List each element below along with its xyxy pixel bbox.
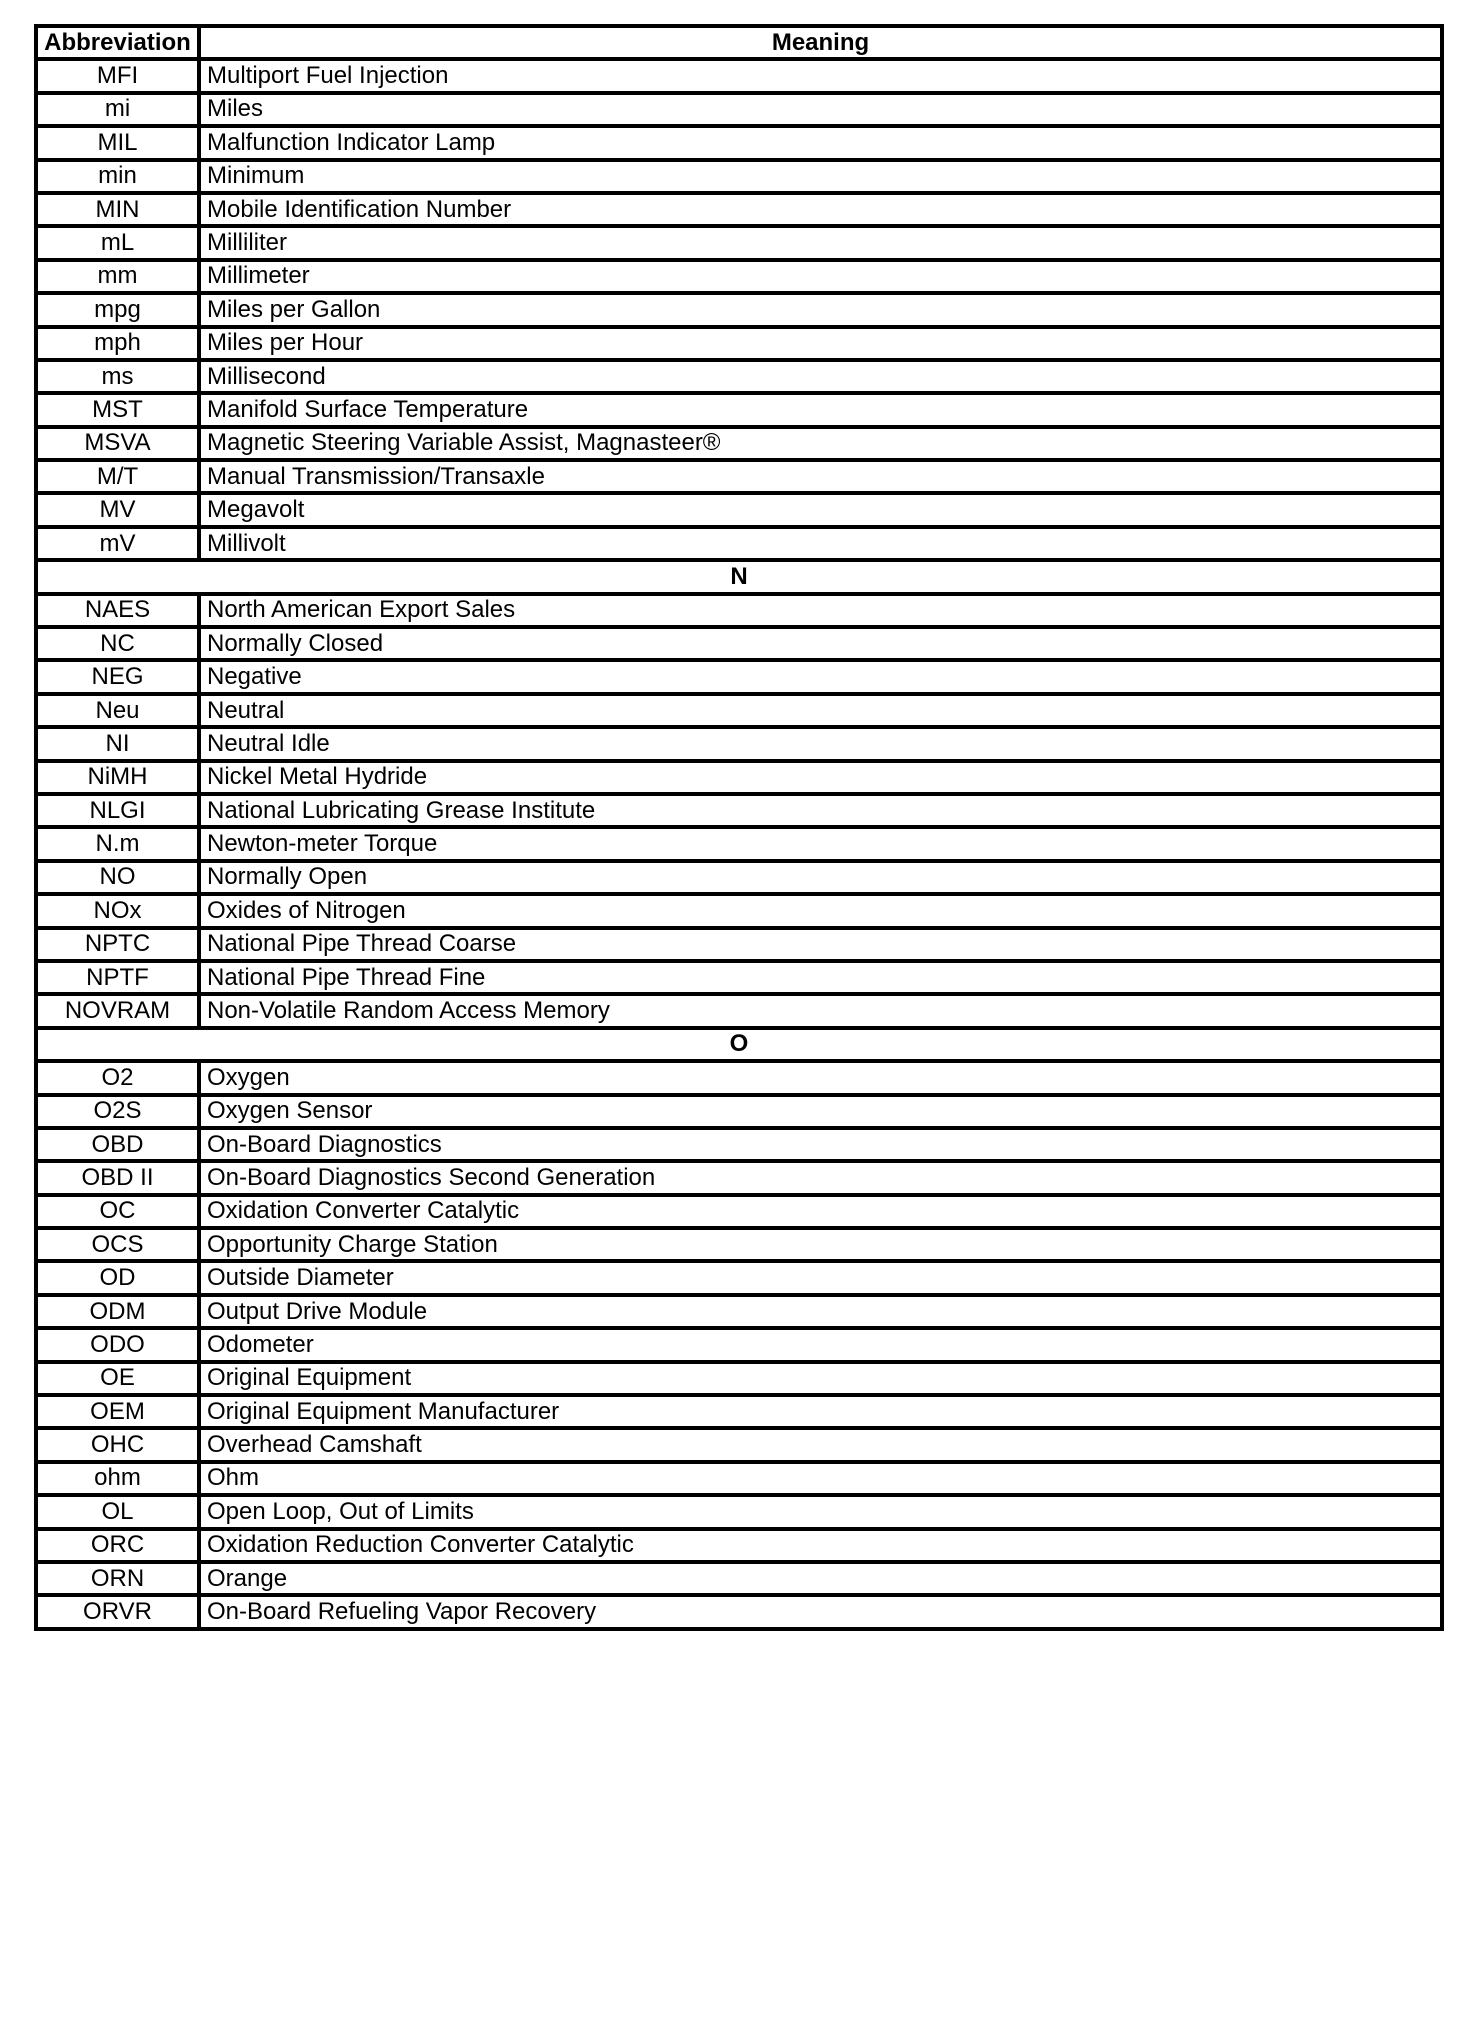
meaning-cell: Oxygen Sensor: [199, 1095, 1442, 1128]
meaning-cell: Magnetic Steering Variable Assist, Magnasteer®: [199, 427, 1442, 460]
table-row: [36, 1061, 1442, 1094]
abbreviation-cell: NPTC: [36, 928, 199, 961]
table-row: [36, 794, 1442, 827]
abbreviation-cell: NLGI: [36, 794, 199, 827]
table-row: [36, 660, 1442, 693]
abbreviation-cell: OCS: [36, 1228, 199, 1261]
abbreviation-cell: mpg: [36, 293, 199, 326]
table-row: [36, 1362, 1442, 1395]
table-row: [36, 327, 1442, 360]
abbreviation-cell: OBD II: [36, 1161, 199, 1194]
abbreviation-header: Abbreviation: [36, 26, 199, 59]
meaning-cell: On-Board Diagnostics Second Generation: [199, 1161, 1442, 1194]
table-row: [36, 527, 1442, 560]
table-row: [36, 427, 1442, 460]
meaning-cell: Oxides of Nitrogen: [199, 894, 1442, 927]
meaning-header: Meaning: [199, 26, 1442, 59]
abbreviation-cell: ODM: [36, 1295, 199, 1328]
meaning-cell: Original Equipment Manufacturer: [199, 1395, 1442, 1428]
meaning-cell: Open Loop, Out of Limits: [199, 1495, 1442, 1528]
meaning-cell: Miles per Gallon: [199, 293, 1442, 326]
table-row: [36, 1495, 1442, 1528]
table-row: [36, 293, 1442, 326]
abbreviation-cell: OHC: [36, 1428, 199, 1461]
abbreviation-cell: mV: [36, 527, 199, 560]
abbreviation-cell: ORVR: [36, 1595, 199, 1628]
table-row: [36, 93, 1442, 126]
table-row: [36, 761, 1442, 794]
abbreviation-cell: OBD: [36, 1128, 199, 1161]
abbreviation-table: [34, 24, 1444, 1631]
meaning-cell: Overhead Camshaft: [199, 1428, 1442, 1461]
abbreviation-cell: ohm: [36, 1462, 199, 1495]
abbreviation-cell: mm: [36, 260, 199, 293]
table-row: [36, 861, 1442, 894]
abbreviation-cell: mph: [36, 327, 199, 360]
meaning-cell: Orange: [199, 1562, 1442, 1595]
table-row: [36, 1428, 1442, 1461]
abbreviation-cell: min: [36, 160, 199, 193]
table-row: [36, 393, 1442, 426]
meaning-cell: Malfunction Indicator Lamp: [199, 126, 1442, 159]
meaning-cell: Multiport Fuel Injection: [199, 59, 1442, 92]
meaning-cell: Non-Volatile Random Access Memory: [199, 994, 1442, 1027]
table-row: [36, 1562, 1442, 1595]
meaning-cell: Original Equipment: [199, 1362, 1442, 1395]
abbreviation-cell: NOVRAM: [36, 994, 199, 1027]
table-row: [36, 226, 1442, 259]
table-row: [36, 594, 1442, 627]
abbreviation-cell: M/T: [36, 460, 199, 493]
meaning-cell: Milliliter: [199, 226, 1442, 259]
header-row: [36, 26, 1442, 59]
abbreviation-cell: MSVA: [36, 427, 199, 460]
table-row: [36, 928, 1442, 961]
meaning-cell: Oxygen: [199, 1061, 1442, 1094]
abbreviation-cell: OE: [36, 1362, 199, 1395]
abbreviation-cell: OD: [36, 1261, 199, 1294]
table-row: [36, 1195, 1442, 1228]
section-letter: N: [36, 560, 1442, 593]
abbreviation-cell: mi: [36, 93, 199, 126]
table-row: [36, 694, 1442, 727]
table-row: [36, 160, 1442, 193]
meaning-cell: Nickel Metal Hydride: [199, 761, 1442, 794]
meaning-cell: Newton-meter Torque: [199, 827, 1442, 860]
meaning-cell: Outside Diameter: [199, 1261, 1442, 1294]
abbreviation-cell: OL: [36, 1495, 199, 1528]
abbreviation-cell: ORC: [36, 1529, 199, 1562]
meaning-cell: Neutral: [199, 694, 1442, 727]
meaning-cell: Minimum: [199, 160, 1442, 193]
table-row: [36, 827, 1442, 860]
meaning-cell: Ohm: [199, 1462, 1442, 1495]
table-row: [36, 894, 1442, 927]
table-row: [36, 1395, 1442, 1428]
abbreviation-cell: ORN: [36, 1562, 199, 1595]
table-row: [36, 1328, 1442, 1361]
abbreviation-cell: NAES: [36, 594, 199, 627]
abbreviation-cell: OC: [36, 1195, 199, 1228]
table-row: [36, 1595, 1442, 1628]
table-row: [36, 1095, 1442, 1128]
meaning-cell: Millimeter: [199, 260, 1442, 293]
meaning-cell: Normally Open: [199, 861, 1442, 894]
abbreviation-cell: MIN: [36, 193, 199, 226]
meaning-cell: Millisecond: [199, 360, 1442, 393]
table-row: [36, 727, 1442, 760]
table-row: [36, 1228, 1442, 1261]
table-body: [36, 59, 1442, 1628]
table-row: [36, 360, 1442, 393]
meaning-cell: Millivolt: [199, 527, 1442, 560]
table-row: [36, 493, 1442, 526]
abbreviation-cell: NiMH: [36, 761, 199, 794]
meaning-cell: Output Drive Module: [199, 1295, 1442, 1328]
meaning-cell: On-Board Diagnostics: [199, 1128, 1442, 1161]
abbreviation-cell: O2: [36, 1061, 199, 1094]
abbreviation-cell: ODO: [36, 1328, 199, 1361]
table-row: [36, 126, 1442, 159]
meaning-cell: Neutral Idle: [199, 727, 1442, 760]
meaning-cell: National Pipe Thread Fine: [199, 961, 1442, 994]
abbreviation-cell: O2S: [36, 1095, 199, 1128]
meaning-cell: Miles: [199, 93, 1442, 126]
meaning-cell: Miles per Hour: [199, 327, 1442, 360]
table-row: [36, 1261, 1442, 1294]
section-row: [36, 560, 1442, 593]
table-row: [36, 260, 1442, 293]
table-row: [36, 1128, 1442, 1161]
abbreviation-cell: NPTF: [36, 961, 199, 994]
abbreviation-cell: NOx: [36, 894, 199, 927]
abbreviation-cell: NI: [36, 727, 199, 760]
abbreviation-cell: NEG: [36, 660, 199, 693]
abbreviation-cell: ms: [36, 360, 199, 393]
abbreviation-cell: NC: [36, 627, 199, 660]
meaning-cell: National Pipe Thread Coarse: [199, 928, 1442, 961]
meaning-cell: North American Export Sales: [199, 594, 1442, 627]
abbreviation-cell: MST: [36, 393, 199, 426]
table-row: [36, 1295, 1442, 1328]
meaning-cell: Odometer: [199, 1328, 1442, 1361]
abbreviation-cell: mL: [36, 226, 199, 259]
section-letter: O: [36, 1028, 1442, 1061]
abbreviation-cell: Neu: [36, 694, 199, 727]
abbreviation-cell: MIL: [36, 126, 199, 159]
table-row: [36, 1161, 1442, 1194]
abbreviation-cell: NO: [36, 861, 199, 894]
table-row: [36, 460, 1442, 493]
table-row: [36, 193, 1442, 226]
meaning-cell: Oxidation Converter Catalytic: [199, 1195, 1442, 1228]
table-row: [36, 627, 1442, 660]
meaning-cell: Negative: [199, 660, 1442, 693]
meaning-cell: National Lubricating Grease Institute: [199, 794, 1442, 827]
meaning-cell: Opportunity Charge Station: [199, 1228, 1442, 1261]
abbreviation-cell: N.m: [36, 827, 199, 860]
abbreviation-cell: MV: [36, 493, 199, 526]
meaning-cell: Manual Transmission/Transaxle: [199, 460, 1442, 493]
table-row: [36, 994, 1442, 1027]
section-row: [36, 1028, 1442, 1061]
meaning-cell: Normally Closed: [199, 627, 1442, 660]
meaning-cell: On-Board Refueling Vapor Recovery: [199, 1595, 1442, 1628]
table-row: [36, 961, 1442, 994]
abbreviation-cell: MFI: [36, 59, 199, 92]
meaning-cell: Mobile Identification Number: [199, 193, 1442, 226]
table-row: [36, 59, 1442, 92]
table-row: [36, 1529, 1442, 1562]
meaning-cell: Oxidation Reduction Converter Catalytic: [199, 1529, 1442, 1562]
abbreviation-cell: OEM: [36, 1395, 199, 1428]
meaning-cell: Megavolt: [199, 493, 1442, 526]
table-row: [36, 1462, 1442, 1495]
meaning-cell: Manifold Surface Temperature: [199, 393, 1442, 426]
